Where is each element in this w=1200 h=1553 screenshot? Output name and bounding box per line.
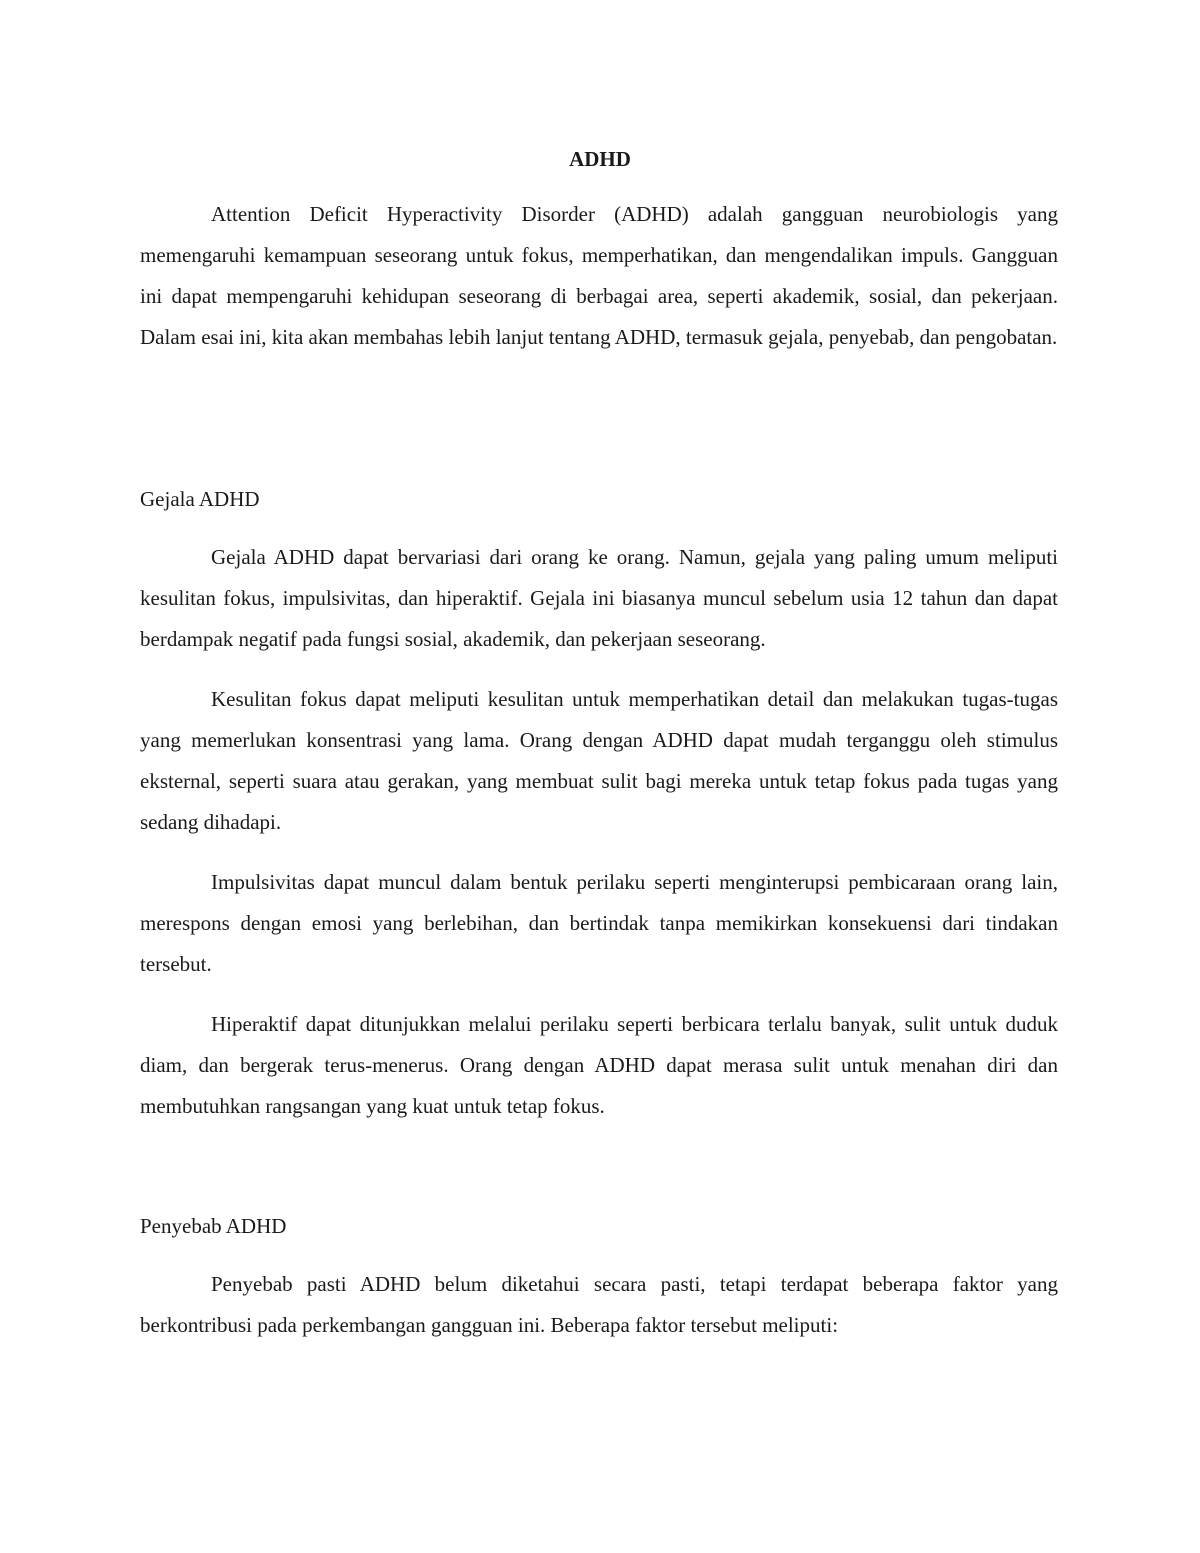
- penyebab-paragraph-1: Penyebab pasti ADHD belum diketahui secara pasti, tetapi terdapat beberapa faktor yang berkontribusi pada perkembangan gangguan ini. Beberapa faktor tersebut meliputi:: [140, 1272, 1058, 1337]
- section-heading-gejala: Gejala ADHD: [140, 487, 260, 511]
- gejala-paragraph-1: Gejala ADHD dapat bervariasi dari orang ke orang. Namun, gejala yang paling umum meliputi kesulitan fokus, impulsivitas, dan hiperaktif. Gejala ini biasanya muncul sebelum usia 12 tahun dan dapat berdampak negatif pada fungsi sosial, akademik, dan pekerjaan seseorang.: [140, 545, 1058, 651]
- gejala-paragraph-3: Impulsivitas dapat muncul dalam bentuk perilaku seperti menginterupsi pembicaraan orang lain, merespons dengan emosi yang berlebihan, dan bertindak tanpa memikirkan konsekuensi dari tindakan tersebut.: [140, 870, 1058, 976]
- gejala-paragraph-2: Kesulitan fokus dapat meliputi kesulitan untuk memperhatikan detail dan melakukan tugas-tugas yang memerlukan konsentrasi yang lama. Orang dengan ADHD dapat mudah terganggu oleh stimulus eksternal, seperti suara atau gerakan, yang membuat sulit bagi mereka untuk tetap fokus pada tugas yang sedang dihadapi.: [140, 687, 1058, 834]
- section-heading-penyebab: Penyebab ADHD: [140, 1214, 287, 1238]
- document-title: ADHD: [569, 147, 631, 171]
- intro-paragraph: Attention Deficit Hyperactivity Disorder (ADHD) adalah gangguan neurobiologis yang memengaruhi kemampuan seseorang untuk fokus, memperhatikan, dan mengendalikan impuls. Gangguan ini dapat mempengaruhi kehidupan seseorang di berbagai area, seperti akademik, sosial, dan pekerjaan. Dalam esai ini, kita akan membahas lebih lanjut tentang ADHD, termasuk gejala, penyebab, dan pengobatan.: [140, 202, 1058, 349]
- gejala-paragraph-4: Hiperaktif dapat ditunjukkan melalui perilaku seperti berbicara terlalu banyak, sulit untuk duduk diam, dan bergerak terus-menerus. Orang dengan ADHD dapat merasa sulit untuk menahan diri dan membutuhkan rangsangan yang kuat untuk tetap fokus.: [140, 1012, 1058, 1118]
